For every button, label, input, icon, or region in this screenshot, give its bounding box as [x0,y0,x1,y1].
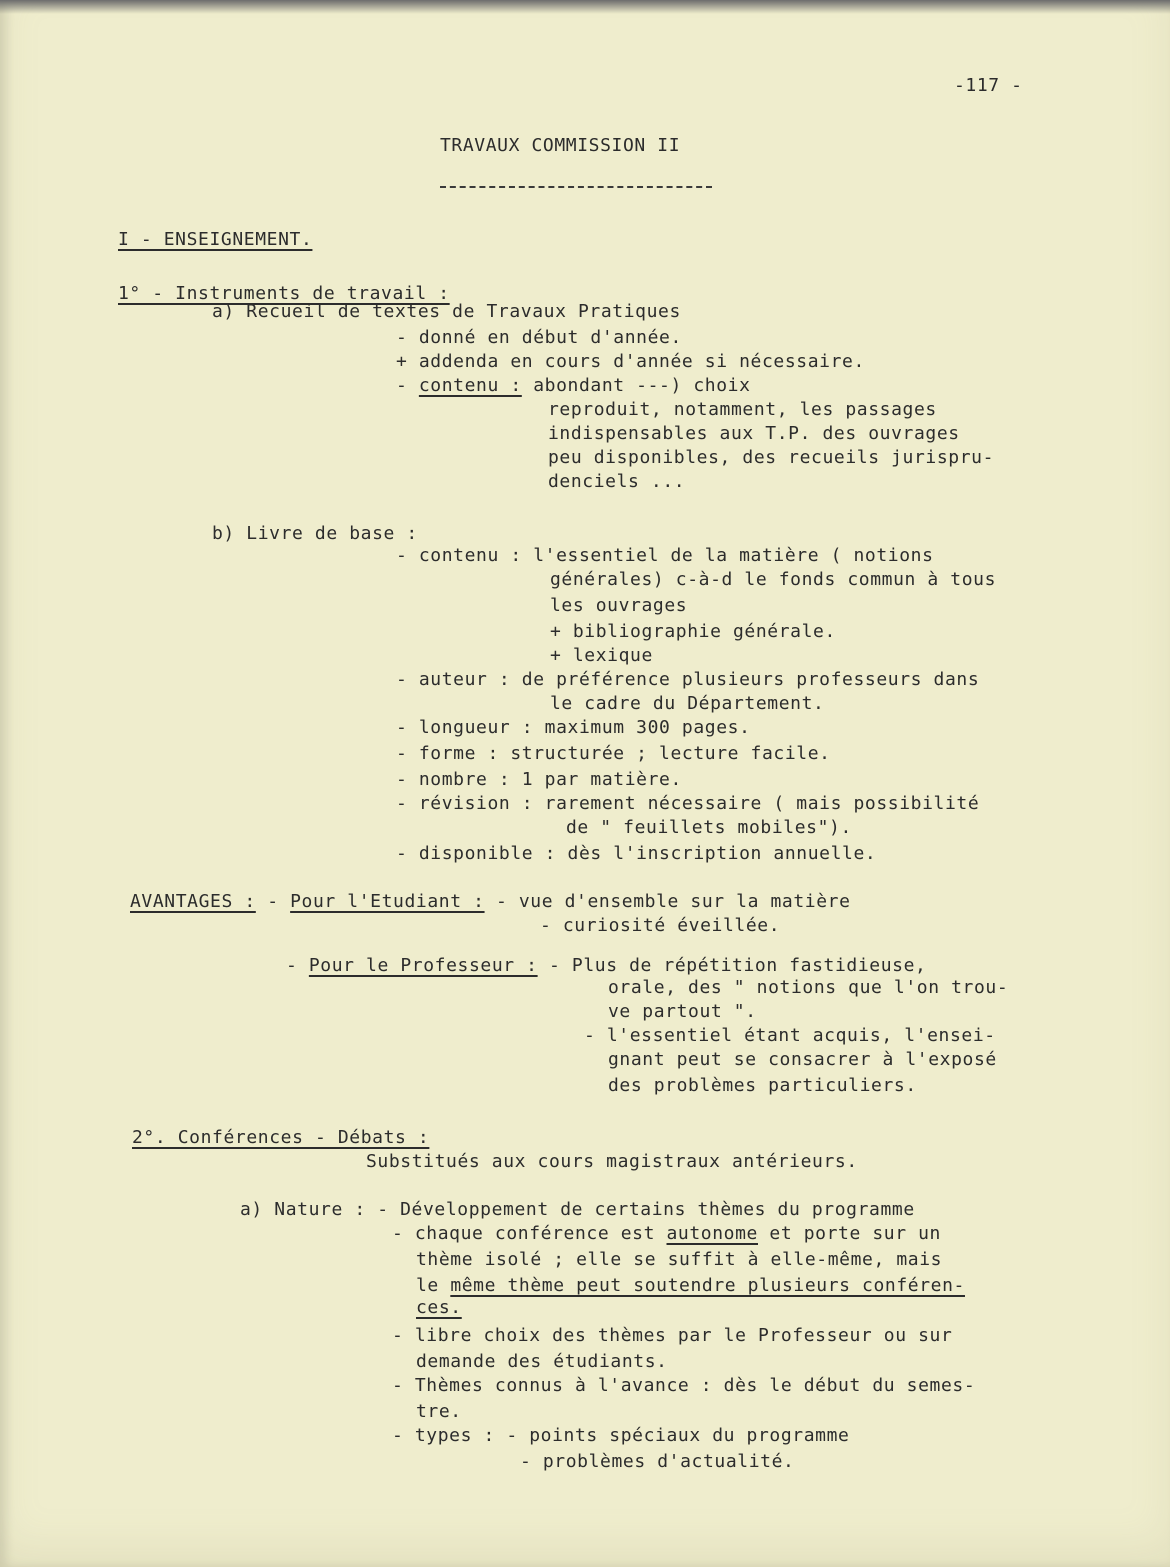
part1-b-continuation: + bibliographie générale. [550,621,836,642]
part1-b-continuation: + lexique [550,645,653,666]
section-heading: I - ENSEIGNEMENT. [118,229,313,250]
part1-b-item: - révision : rarement nécessaire ( mais possibilité [396,793,980,814]
advantage-continuation: gnant peut se consacrer à l'exposé [608,1049,997,1070]
page-number: -117 - [954,75,1023,96]
part1-b-item: - auteur : de préférence plusieurs professeurs dans [396,669,980,690]
advantage-item: - curiosité éveillée. [540,915,781,936]
nature-item: - chaque conférence est autonome et porte sur un [392,1223,941,1244]
part1-b-item: - longueur : maximum 300 pages. [396,717,751,738]
nature-line: a) Nature : - Développement de certains thèmes du programme [240,1199,915,1220]
part1-a-title: a) Recueil de textes de Travaux Pratiques [212,301,681,322]
nature-continuation: thème isolé ; elle se suffit à elle-même, mais [416,1249,943,1270]
nature-continuation: tre. [416,1401,462,1422]
advantages-label: AVANTAGES : [130,891,256,912]
nature-continuation: demande des étudiants. [416,1351,668,1372]
part1-a-item: - contenu : abondant ---) choix [396,375,751,396]
advantage-continuation: des problèmes particuliers. [608,1075,917,1096]
professor-line: - Pour le Professeur : - Plus de répétition fastidieuse, [286,955,927,976]
part1-b-continuation: générales) c-à-d le fonds commun à tous [550,569,997,590]
part1-a-continuation: indispensables aux T.P. des ouvrages [548,423,960,444]
advantage-continuation: orale, des " notions que l'on trou- [608,977,1009,998]
part1-b-title: b) Livre de base : [212,523,418,544]
student-label: Pour l'Etudiant : [290,891,485,912]
part1-a-item: - donné en début d'année. [396,327,682,348]
nature-continuation: le même thème peut soutendre plusieurs conféren- [416,1275,965,1296]
scan-edge-shadow [0,0,1170,14]
advantage-item: - l'essentiel étant acquis, l'ensei- [584,1025,996,1046]
nature-subitem: - problèmes d'actualité. [520,1451,795,1472]
part1-a-continuation: peu disponibles, des recueils jurispru- [548,447,995,468]
part1-b-continuation: les ouvrages [550,595,688,616]
part1-a-item: + addenda en cours d'année si nécessaire. [396,351,865,372]
part1-b-item: - disponible : dès l'inscription annuelle. [396,843,877,864]
part1-a-continuation: denciels ... [548,471,686,492]
advantage-continuation: ve partout ". [608,1001,757,1022]
part1-a-continuation: reproduit, notamment, les passages [548,399,937,420]
advantages-line: AVANTAGES : - Pour l'Etudiant : - vue d'ensemble sur la matière [130,891,851,912]
nature-item: - libre choix des thèmes par le Professeur ou sur [392,1325,953,1346]
nature-continuation: ces. [416,1297,462,1318]
title-divider [440,186,712,188]
part1-b-item: - forme : structurée ; lecture facile. [396,743,831,764]
part1-b-continuation: de " feuillets mobiles"). [566,817,852,838]
professor-label: Pour le Professeur : [308,955,538,976]
nature-item: - Thèmes connus à l'avance : dès le début du semes- [392,1375,976,1396]
part1-heading: 1° - Instruments de travail : [118,283,450,304]
part2-heading: 2°. Conférences - Débats : [132,1127,430,1148]
part1-b-continuation: le cadre du Département. [550,693,825,714]
part2-subtitle: Substitués aux cours magistraux antérieurs. [366,1151,858,1172]
nature-item: - types : - points spéciaux du programme [392,1425,850,1446]
document-title: TRAVAUX COMMISSION II [440,135,681,156]
part1-b-item: - nombre : 1 par matière. [396,769,682,790]
part1-b-item: - contenu : l'essentiel de la matière ( notions [396,545,934,566]
